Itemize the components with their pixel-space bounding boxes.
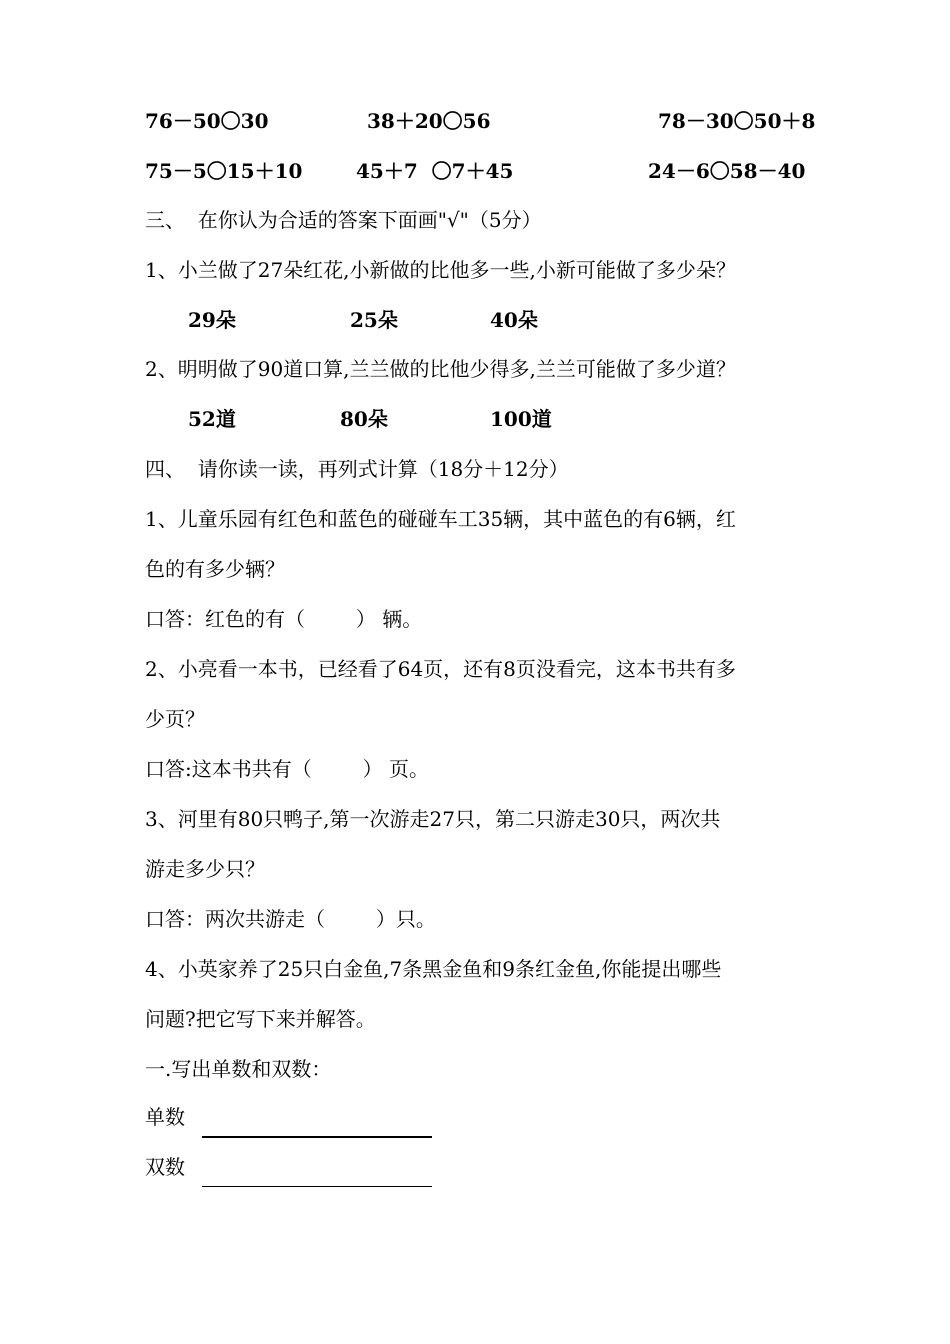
question-3-2: 2、明明做了90道口算,兰兰做的比他少得多,兰兰可能做了多少道？ xyxy=(145,357,736,381)
question-4-2-line-2 xyxy=(0,704,950,734)
question-text: 4、小英家养了25只白金鱼,7条黑金鱼和9条红金鱼,你能提出哪些 xyxy=(145,957,722,981)
odd-even-title-row xyxy=(0,1054,950,1084)
odd-even-title: 一.写出单数和双数： xyxy=(145,1057,332,1081)
question-4-2-line-1 xyxy=(0,654,950,684)
question-text: 色的有多少辆？ xyxy=(145,557,285,581)
even-label: 双数 xyxy=(145,1155,185,1179)
option[interactable]: 29朵 xyxy=(188,308,236,332)
section-4-title-row xyxy=(0,454,950,484)
compare-item: 78－30〇50＋8 xyxy=(658,109,816,133)
question-3-1-row xyxy=(0,255,950,285)
compare-item: 24－6〇58－40 xyxy=(648,159,806,183)
compare-item: 75－5〇15＋10 xyxy=(145,159,303,183)
question-text: 1、儿童乐园有红色和蓝色的碰碰车工35辆，其中蓝色的有6辆，红 xyxy=(145,507,736,531)
answer-4-2 xyxy=(0,754,950,784)
section-3-title-row xyxy=(0,205,950,235)
question-3-2-options xyxy=(0,404,950,434)
odd-label: 单数 xyxy=(145,1105,185,1129)
compare-row-1 xyxy=(0,106,950,136)
question-text: 3、河里有80只鸭子,第一次游走27只，第二只游走30只，两次共 xyxy=(145,807,721,831)
question-3-1-options xyxy=(0,305,950,335)
answer-text: 口答：两次共游走（ ）只。 xyxy=(145,907,436,931)
compare-item: 45＋7 〇7＋45 xyxy=(356,159,514,183)
question-4-3-line-2 xyxy=(0,854,950,884)
option[interactable]: 100道 xyxy=(490,407,552,431)
question-4-3-line-1 xyxy=(0,804,950,834)
question-text: 少页？ xyxy=(145,707,205,731)
question-text: 问题?把它写下来并解答。 xyxy=(145,1007,376,1031)
option[interactable]: 80朵 xyxy=(340,407,388,431)
section-3-title: 三、 在你认为合适的答案下面画"√"（5分） xyxy=(145,208,542,232)
odd-row xyxy=(0,1102,950,1132)
odd-answer-line[interactable] xyxy=(202,1136,432,1138)
question-text: 游走多少只？ xyxy=(145,857,265,881)
question-4-1-line-1 xyxy=(0,504,950,534)
question-4-4-line-1 xyxy=(0,954,950,984)
question-text: 2、小亮看一本书，已经看了64页，还有8页没看完，这本书共有多 xyxy=(145,657,736,681)
compare-row-2 xyxy=(0,156,950,186)
question-4-1-line-2 xyxy=(0,554,950,584)
question-3-1: 1、小兰做了27朵红花,小新做的比他多一些,小新可能做了多少朵？ xyxy=(145,258,736,282)
answer-4-1 xyxy=(0,604,950,634)
option[interactable]: 52道 xyxy=(188,407,236,431)
even-row xyxy=(0,1152,950,1182)
section-4-title: 四、 请你读一读，再列式计算（18分＋12分） xyxy=(145,457,569,481)
compare-item: 38＋20〇56 xyxy=(367,109,491,133)
answer-text: 口答:这本书共有（ ） 页。 xyxy=(145,757,429,781)
answer-4-3 xyxy=(0,904,950,934)
compare-item: 76－50〇30 xyxy=(145,109,269,133)
option[interactable]: 40朵 xyxy=(490,308,538,332)
option[interactable]: 25朵 xyxy=(350,308,398,332)
question-3-2-row xyxy=(0,354,950,384)
question-4-4-line-2 xyxy=(0,1004,950,1034)
even-answer-line[interactable] xyxy=(202,1186,432,1187)
answer-text: 口答：红色的有（ ） 辆。 xyxy=(145,607,423,631)
